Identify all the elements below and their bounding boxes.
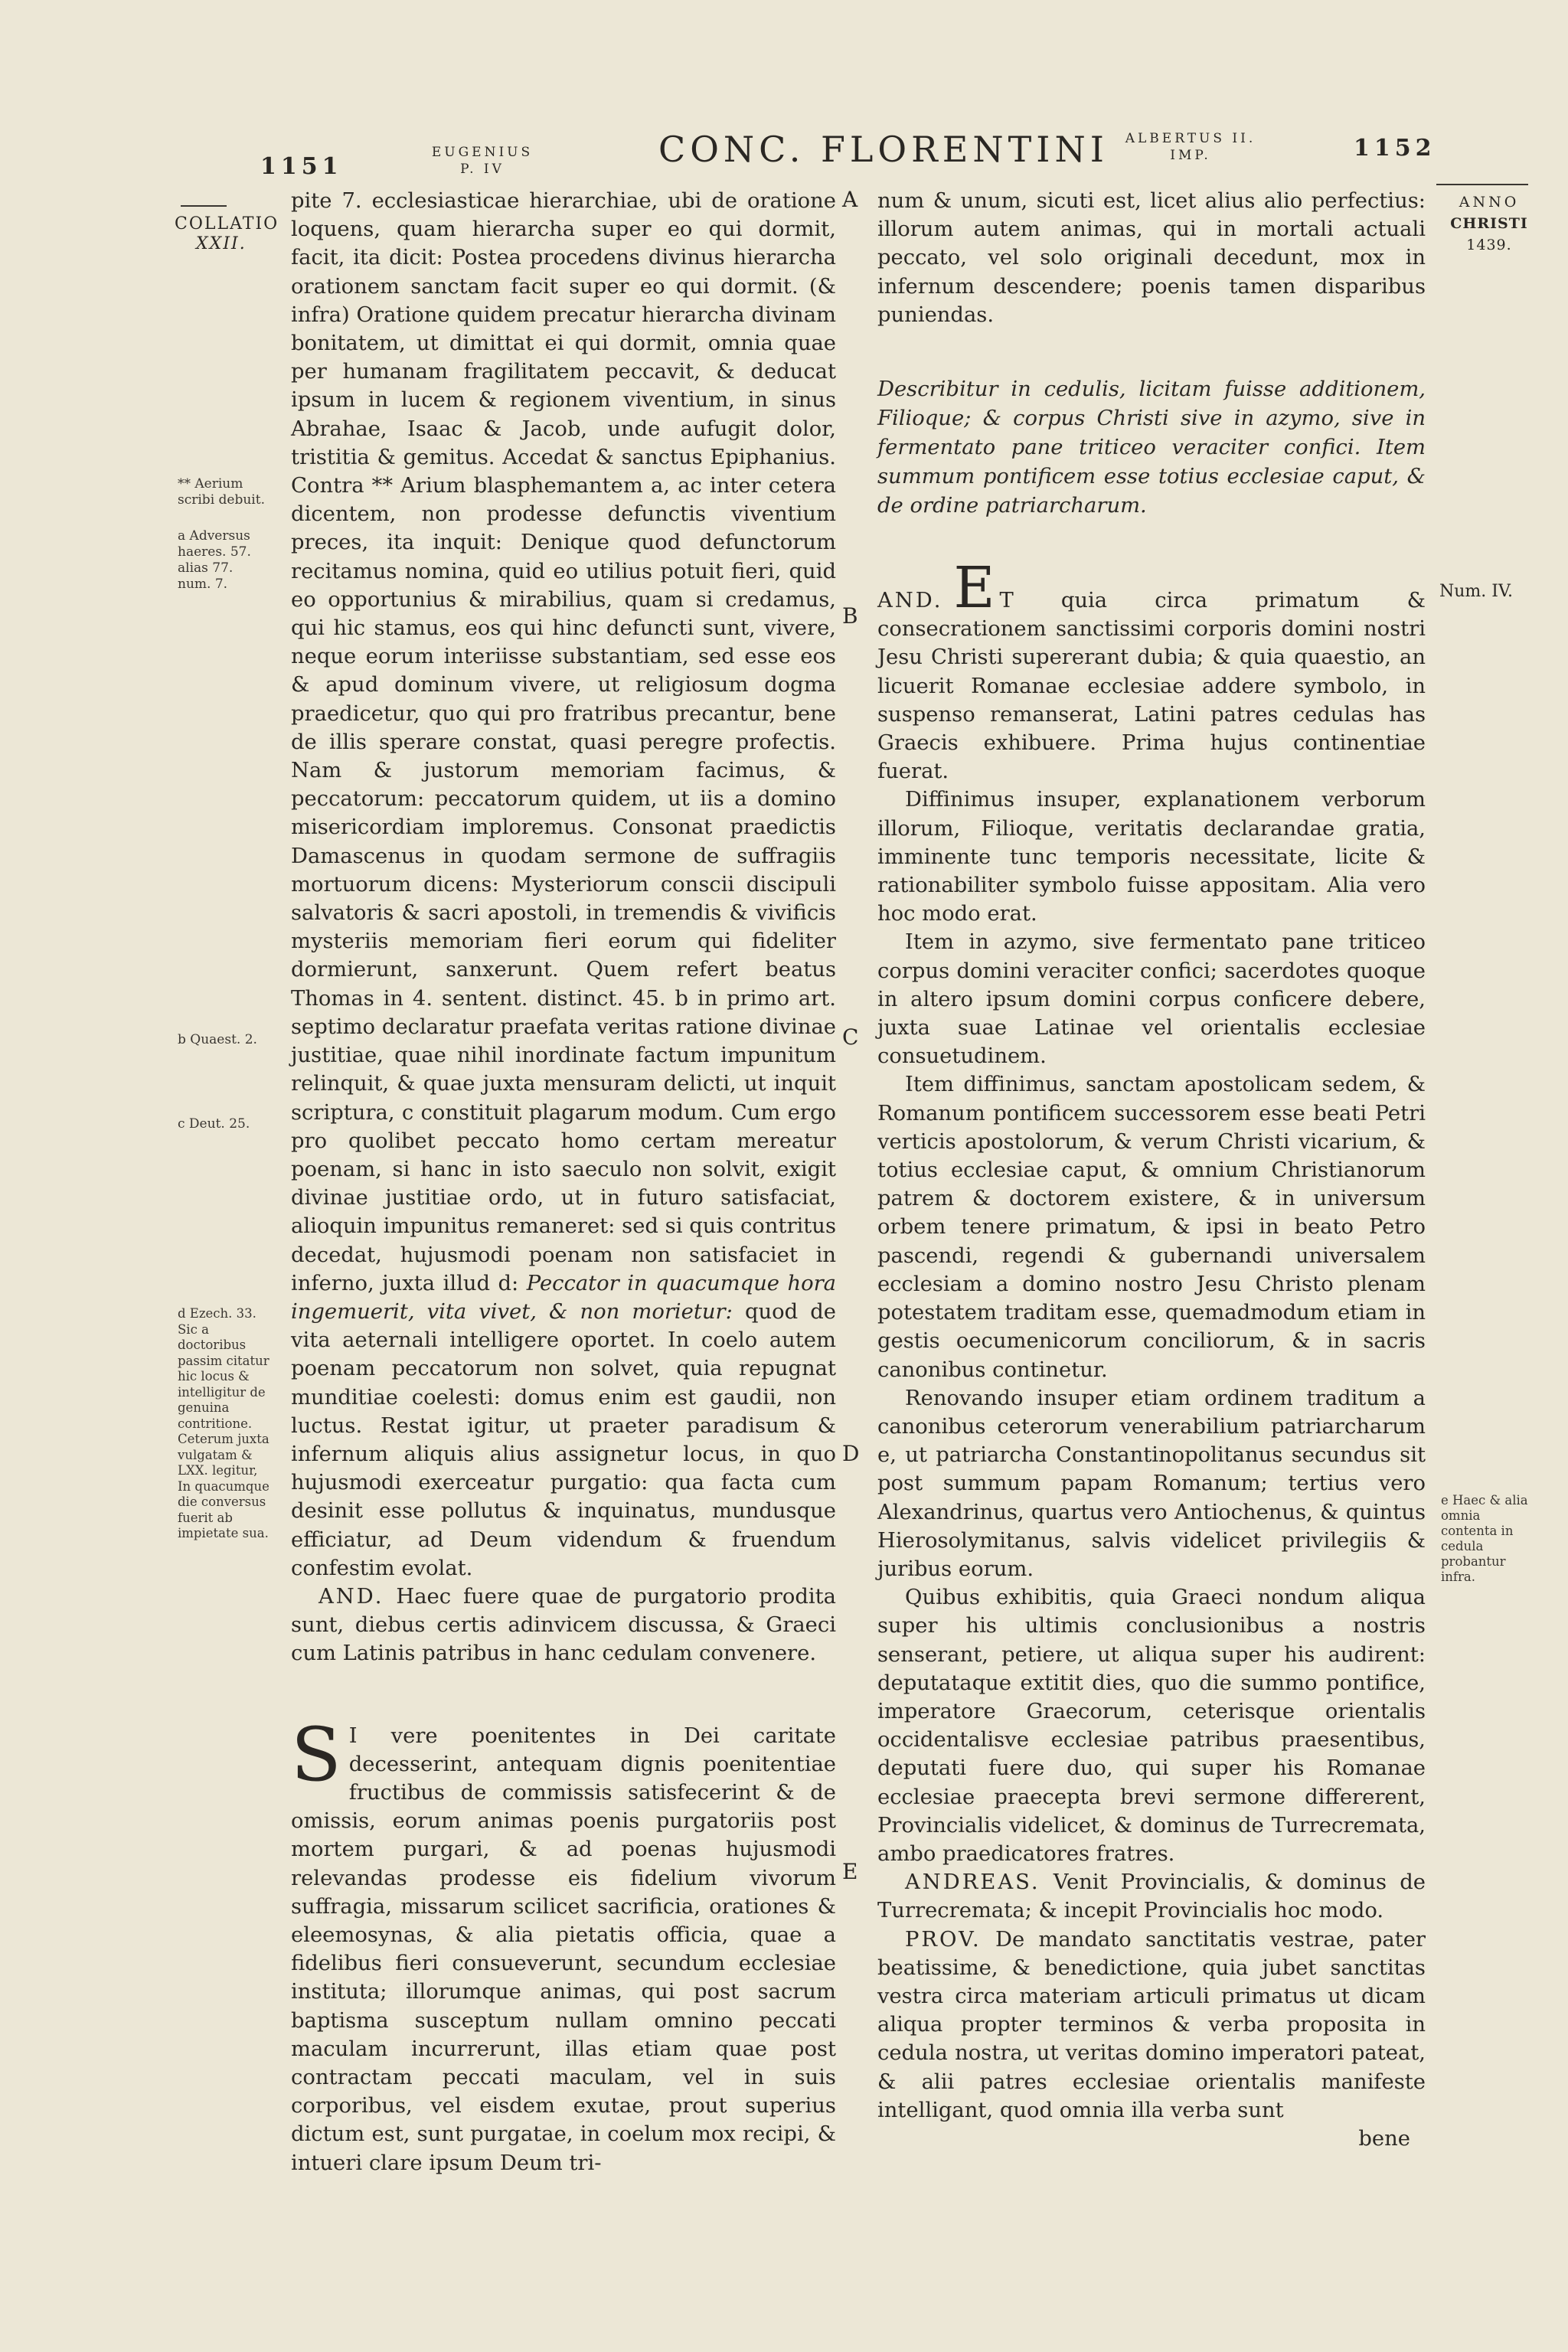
section-marker-d: D — [842, 1441, 860, 1466]
left-p3-text: I vere poenitentes in Dei caritate decesserint, antequam dignis poenitentiae fructibus de commissis satisfecerint & de omissis, eorum animas poenis purgatoriis post mortem purgari, & ad poenas hujusmodi relevandas prodesse eis fidelium vivorum suffragia, missarum scilicet sacrificia, orationes & eleemosynas, & alia pietatis officia, quae a fidelibus fieri consueverunt, secundum ecclesiae instituta; illorumque animas, qui post sacrum baptisma susceptum nullam omnino peccati maculam incurrerunt, illas etiam quae post contractam peccati maculam, vel in suis corporibus, vel eisdem exutae, prout superius dictum est, sunt purgatae, in coelum mox recipi, & intueri clare ipsum Deum tri- — [291, 1723, 836, 2175]
right-dropcap: E — [953, 555, 995, 622]
chapter-summary: Describitur in cedulis, licitam fuisse additionem, Filioque; & corpus Christi sive in azymo, sive in fermentato pane triticeo veraciter confici. Item summum pontificem esse totius ecclesiae caput, & de ordine patriarcharum. — [877, 377, 1426, 518]
right-column — [877, 187, 1426, 2153]
right-paragraph-5: Item diffinimus, sanctam apostolicam sedem, & Romanum pontificem successorem esse beati Petri verticis apostolorum, & verum Christi vicarium, & totius ecclesiae caput, & omnium Christianorum patrem & doctorem existere, & in universum orbem tenere primatum, & ipsi in beato Petro pascendi, regendi & gubernandi universalem ecclesiam a domino nostro Jesu Christo plenam potestatem traditam esse, quemadmodum etiam in gestis oecumenicorum conciliorum, & in sacris canonibus continetur. — [877, 1073, 1426, 1382]
catchword: bene — [1358, 2126, 1410, 2151]
left-column — [291, 187, 836, 2177]
margin-note-ezech: d Ezech. 33. Sic a doctoribus passim citatur hic locus & intelligitur de genuina contritione. Ceterum juxta vulgatam & LXX. legitur, In quacumque die conversus fuerit ab impietate sua. — [178, 1306, 270, 1540]
margin-rule-right — [1436, 184, 1528, 185]
margin-note-deut: c Deut. 25. — [178, 1116, 250, 1132]
runner-pope-name: EUGENIUS — [431, 145, 534, 160]
margin-note-aerium: ** Aerium scribi debuit. — [178, 476, 265, 508]
runner-pope-number: P. IV — [460, 162, 505, 177]
right-p9-text: De mandato sanctitatis vestrae, pater beatissime, & benedictione, quia jubet sanctitas vestra circa materiam articuli primatus ut dicam aliqua propter terminos & verba proposita in cedula nostra, ut veritas domino imperatori pateat, & alii patres ecclesiae orientalis manifeste intelligant, quod omnia illa verba sunt — [877, 1927, 1426, 2122]
running-title: CONC. FLORENTINI — [658, 129, 1109, 170]
section-marker-c: C — [842, 1024, 859, 1050]
page-number-right: 1152 — [1354, 135, 1436, 162]
left-p1-quote: Peccator in quacumque hora ingemuerit, vita vivet, & non morietur: — [291, 1271, 836, 1324]
collatio-marker — [175, 214, 282, 254]
number-marker: Num. IV. — [1439, 582, 1513, 601]
section-marker-b: B — [842, 603, 858, 629]
left-dropcap: S — [291, 1711, 341, 1798]
anno-year: 1439. — [1466, 237, 1512, 253]
right-paragraph-3: Diffinimus insuper, explanationem verborum illorum, Filioque, veritatis declarandae gratia, imminente tunc temporis necessitate, licite & rationabiliter symbolo fuisse appositam. Alia vero hoc modo erat. — [877, 788, 1426, 926]
left-paragraph-1 — [291, 187, 836, 1583]
right-paragraph-2 — [877, 555, 1426, 786]
right-p9-speaker: PROV. — [905, 1927, 982, 1952]
right-paragraph-6: Renovando insuper etiam ordinem traditum a canonibus ceterorum venerabilium patriarcharum e, ut patriarcha Constantinopolitanus secundus sit post summum papam Romanum; tertius vero Alexandrinus, quartus vero Antiochenus, & quintus Hierosolymitanus, salvis videlicet privilegiis & juribus eorum. — [877, 1386, 1426, 1581]
collatio-number: XXII. — [196, 234, 247, 253]
left-p1-end: quod de vita aeternali intelligere oportet. In coelo autem poenam peccatorum non solvet, quia repugnat munditiae coelesti: domus enim est gaudii, non luctus. Restat igitur, ut praeter paradisum & infernum aliquis alius assignetur locus, in quo hujusmodi exerceatur purgatio: qua facta cum desinit esse pollutus & inquinatus, mundusque efficiatur, ad Deum videndum & fruendum confestim evolat. — [291, 1299, 836, 1580]
runner-emperor-name: ALBERTUS II. — [1125, 131, 1256, 146]
left-p2-text: Haec fuere quae de purgatorio prodita sunt, diebus certis adinvicem discussa, & Graeci cum Latinis patribus in hanc cedulam convenere. — [291, 1584, 836, 1666]
left-paragraph-3 — [291, 1711, 836, 2177]
left-p2-speaker: AND. — [318, 1584, 384, 1609]
left-paragraph-2 — [291, 1583, 836, 1668]
right-p2-speaker: AND. — [877, 589, 943, 613]
margin-rule-left — [181, 205, 227, 207]
right-p8-text: Venit Provincialis, & dominus de Turrecremata; & incepit Provincialis hoc modo. — [877, 1870, 1426, 1923]
section-marker-e: E — [842, 1859, 858, 1884]
christi-label: CHRISTI — [1450, 215, 1528, 232]
right-p8-speaker: ANDREAS. — [905, 1870, 1040, 1895]
right-paragraph-4: Item in azymo, sive fermentato pane triticeo corpus domini veraciter confici; sacerdotes quoque in altero ipsum domini corpus conficere debere, juxta suae Latinae vel orientalis ecclesiae consuetudinem. — [877, 930, 1426, 1069]
anno-label: ANNO — [1459, 194, 1520, 211]
margin-note-epiphanius: a Adversus haeres. 57. alias 77. num. 7. — [178, 528, 251, 592]
right-paragraph-7: Quibus exhibitis, quia Graeci nondum aliqua super his ultimis conclusionibus a nostris senserant, petiere, ut aliqua super his audirent: deputataque extitit dies, quo die summo pontifice, imperatore Graecorum, ceterisque orientalis occidentalisve ecclesiae patribus praesentibus, deputati fuere duo, qui super his Romanae ecclesiae praecepta brevi sermone differerent, Provincialis videlicet, & dominus de Turrecremata, ambo praedicatores fratres. — [877, 1586, 1426, 1866]
page-number-left: 1151 — [260, 153, 343, 180]
running-head-pope — [425, 144, 540, 178]
right-paragraph-8 — [877, 1868, 1426, 1925]
left-p1-text: pite 7. ecclesiasticae hierarchiae, ubi de oratione loquens, quam hierarcha super eo qui dormit, facit, ita dicit: Postea procedens divinus hierarcha orationem sanctam facit super eo qui dormit. (& infra) Oratione quidem precatur hierarcha divinam bonitatem, ut dimittat ei qui dormit, omnia quae per humanam fragilitatem peccavit, & deducat ipsum in lucem & regionem viventium, in sinus Abrahae, Isaac & Jacob, unde aufugit dolor, tristitia & gemitus. Accedat & sanctus Epiphanius. Contra ** Arium blasphemantem a, ac inter cetera dicentem, non prodesse defunctis viventium preces, ita inquit: Denique quod defunctorum recitamus nomina, quid eo utilius potuit fieri, quid eo opportunius & mirabilius, quam si credamus, qui hic stamus, eos qui hinc defuncti sunt, vivere, neque eorum interiisse substantiam, sed esse eos & apud dominum vivere, ut religiosum dogma praedicetur, quo qui pro fratribus precantur, bene de illis sperare constat, quasi peregre profectis. Nam & justorum memoriam facimus, & peccatorum: peccatorum quidem, ut iis a domino misericordiam imploremus. Consonat praedictis Damascenus in quodam sermone de suffragiis mortuorum dicens: Mysteriorum conscii discipuli salvatoris & sacri apostoli, in tremendis & vivificis mysteriis memoriam fieri eorum qui fideliter dormierunt, sanxerunt. Quem refert beatus Thomas in 4. sentent. distinct. 45. b in primo art. septimo declaratur praefata veritas ratione divinae justitiae, quae nihil inordinate factum impunitum relinquit, & quae juxta mensuram delicti, ut inquit scriptura, c constituit plagarum modum. Cum ergo pro quolibet peccato homo certam mereatur poenam, si hanc in isto saeculo non solvit, exigit divinae justitiae ordo, ut in futuro satisfaciat, alioquin impunitus remaneret: sed si quis contritus decedat, hujusmodi poenam non satisfaciet in inferno, juxta illud d: — [291, 189, 836, 1295]
right-paragraph-1: num & unum, sicuti est, licet alius alio perfectius: illorum autem animas, qui in mortali actuali peccato, vel solo originali decedunt, mox in infernum descendere; poenis tamen disparibus puniendas. — [877, 189, 1426, 327]
anno-christi-marker — [1439, 191, 1539, 256]
collatio-label: COLLATIO — [175, 214, 279, 234]
section-marker-a: A — [842, 187, 858, 212]
right-paragraph-9 — [877, 1926, 1426, 2125]
runner-emperor-title: IMP. — [1170, 148, 1211, 163]
margin-note-patriarchs: e Haec & alia omnia contenta in cedula probantur infra. — [1441, 1493, 1528, 1584]
right-p2-text: T quia circa primatum & consecrationem sanctissimi corporis domini nostri Jesu Christi supererant dubia; & quia quaestio, an licuerit Romanae ecclesiae addere symbolo, in suspenso remanserat, Latini patres cedulas has Graecis exhibuere. Prima hujus continentiae fuerat. — [877, 589, 1426, 784]
running-head-emperor — [1114, 130, 1267, 164]
margin-note-quaest: b Quaest. 2. — [178, 1032, 257, 1047]
